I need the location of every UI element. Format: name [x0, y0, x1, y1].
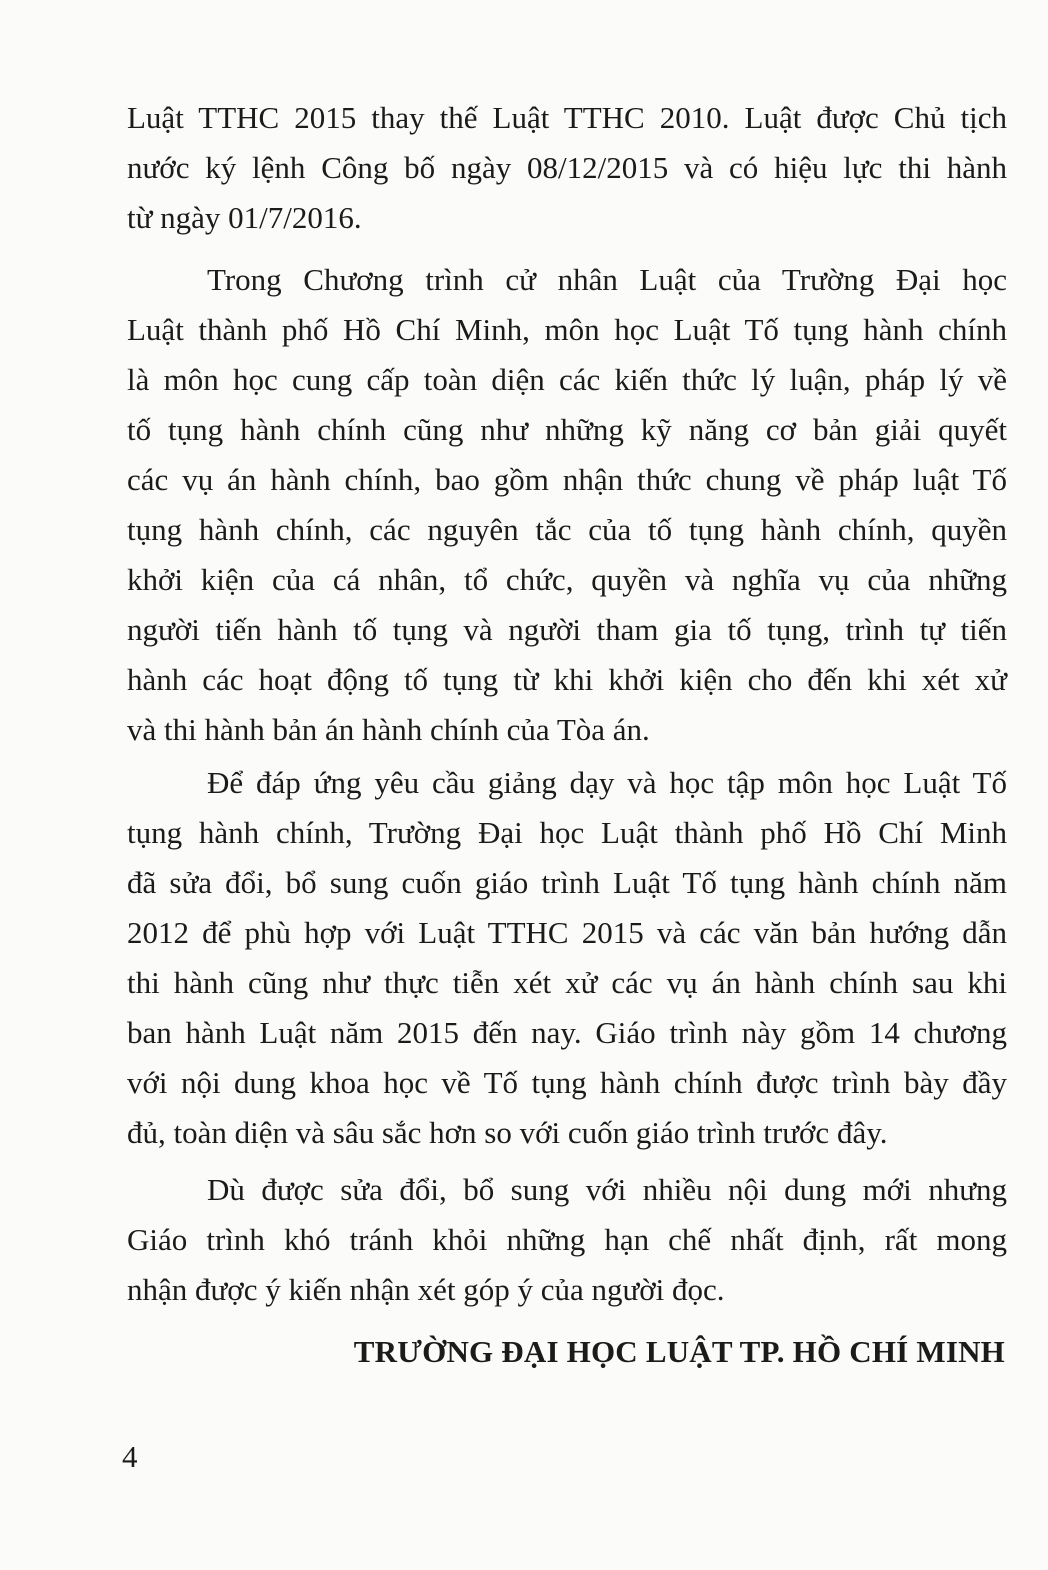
text-line: đủ, toàn diện và sâu sắc hơn so với cuốn giáo trình trước đây.: [127, 1115, 888, 1150]
text-line: người tiến hành tố tụng và người tham gia tố tụng, trình tự tiến: [127, 612, 1007, 647]
text-line: Luật thành phố Hồ Chí Minh, môn học Luật Tố tụng hành chính: [127, 312, 1007, 347]
text-line: Để đáp ứng yêu cầu giảng dạy và học tập môn học Luật Tố: [207, 765, 1007, 800]
text-line: tụng hành chính, các nguyên tắc của tố tụng hành chính, quyền: [127, 512, 1007, 547]
text-line: ban hành Luật năm 2015 đến nay. Giáo trình này gồm 14 chương: [127, 1015, 1007, 1050]
text-line: tố tụng hành chính cũng như những kỹ năng cơ bản giải quyết: [127, 412, 1007, 447]
text-line: Luật TTHC 2015 thay thế Luật TTHC 2010. Luật được Chủ tịch: [127, 100, 1007, 135]
paragraph-1: [127, 93, 1007, 243]
text-line: với nội dung khoa học về Tố tụng hành chính được trình bày đầy: [127, 1065, 1007, 1100]
page-number: 4: [122, 1439, 138, 1474]
text-line: thi hành cũng như thực tiễn xét xử các vụ án hành chính sau khi: [127, 965, 1007, 1000]
text-line: đã sửa đổi, bổ sung cuốn giáo trình Luật Tố tụng hành chính năm: [127, 865, 1007, 900]
paragraph-3: [127, 758, 1007, 1158]
paragraph-2: [127, 255, 1007, 755]
text-line: khởi kiện của cá nhân, tổ chức, quyền và nghĩa vụ của những: [127, 562, 1007, 597]
text-line: Dù được sửa đổi, bổ sung với nhiều nội dung mới nhưng: [207, 1172, 1007, 1207]
text-line: nhận được ý kiến nhận xét góp ý của người đọc.: [127, 1272, 725, 1307]
text-line: và thi hành bản án hành chính của Tòa án.: [127, 712, 650, 747]
paragraph-4: [127, 1165, 1007, 1315]
text-line: các vụ án hành chính, bao gồm nhận thức chung về pháp luật Tố: [127, 462, 1007, 497]
text-line: Giáo trình khó tránh khỏi những hạn chế nhất định, rất mong: [127, 1222, 1007, 1257]
signature-line: TRƯỜNG ĐẠI HỌC LUẬT TP. HỒ CHÍ MINH: [353, 1334, 1005, 1369]
text-line: 2012 để phù hợp với Luật TTHC 2015 và các văn bản hướng dẫn: [127, 915, 1007, 950]
text-line: hành các hoạt động tố tụng từ khi khởi kiện cho đến khi xét xử: [127, 662, 1007, 697]
text-line: tụng hành chính, Trường Đại học Luật thành phố Hồ Chí Minh: [127, 815, 1007, 850]
text-line: từ ngày 01/7/2016.: [127, 200, 362, 235]
text-line: là môn học cung cấp toàn diện các kiến thức lý luận, pháp lý về: [127, 362, 1007, 397]
text-line: nước ký lệnh Công bố ngày 08/12/2015 và có hiệu lực thi hành: [127, 150, 1007, 185]
text-line: Trong Chương trình cử nhân Luật của Trường Đại học: [207, 262, 1007, 297]
